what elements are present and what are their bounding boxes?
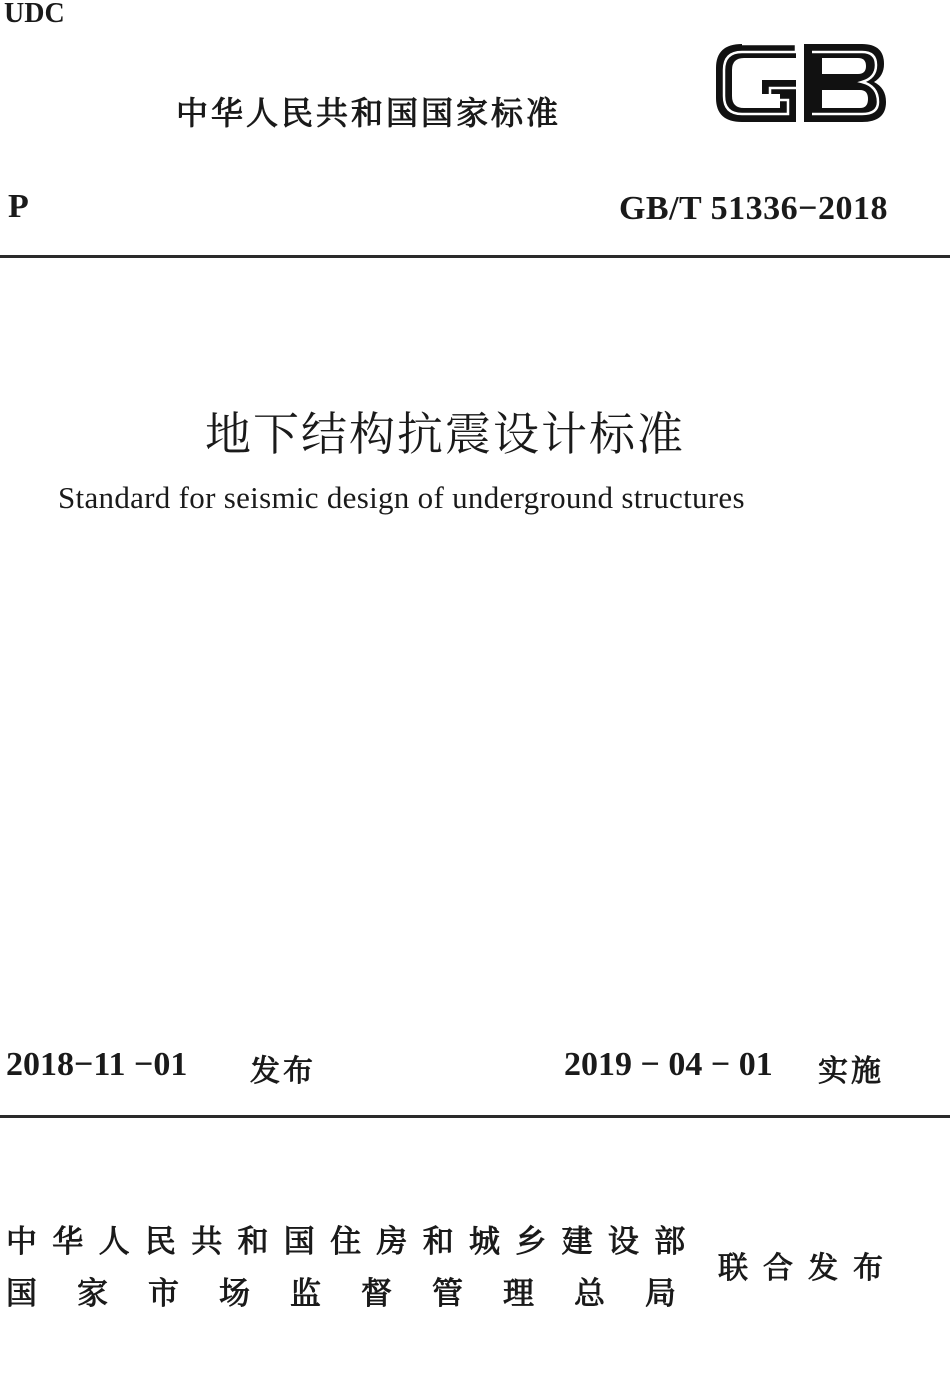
standard-number: GB/T 51336−2018 — [618, 190, 888, 227]
gb-logo — [712, 38, 888, 128]
bottom-divider — [0, 1115, 950, 1118]
classification-code: P — [8, 188, 29, 225]
standard-title-chinese: 地下结构抗震设计标准 — [205, 407, 685, 461]
publish-label: 发布 — [250, 1054, 316, 1089]
country-standard-title: 中华人民共和国国家标准 — [176, 94, 562, 132]
top-divider — [0, 255, 950, 258]
joint-publish-label: 联合发布 — [718, 1251, 898, 1286]
udc-label: UDC — [4, 0, 65, 29]
implement-date: 2019 − 04 − 01 — [564, 1046, 773, 1083]
publish-date: 2018−11 −01 — [6, 1046, 188, 1083]
issuer-administration: 国家市场监督管理总局 — [6, 1276, 716, 1312]
implement-label: 实施 — [818, 1054, 884, 1089]
standard-title-english: Standard for seismic design of underground structures — [58, 480, 745, 515]
issuer-ministry: 中华人民共和国住房和城乡建设部 — [6, 1224, 701, 1260]
